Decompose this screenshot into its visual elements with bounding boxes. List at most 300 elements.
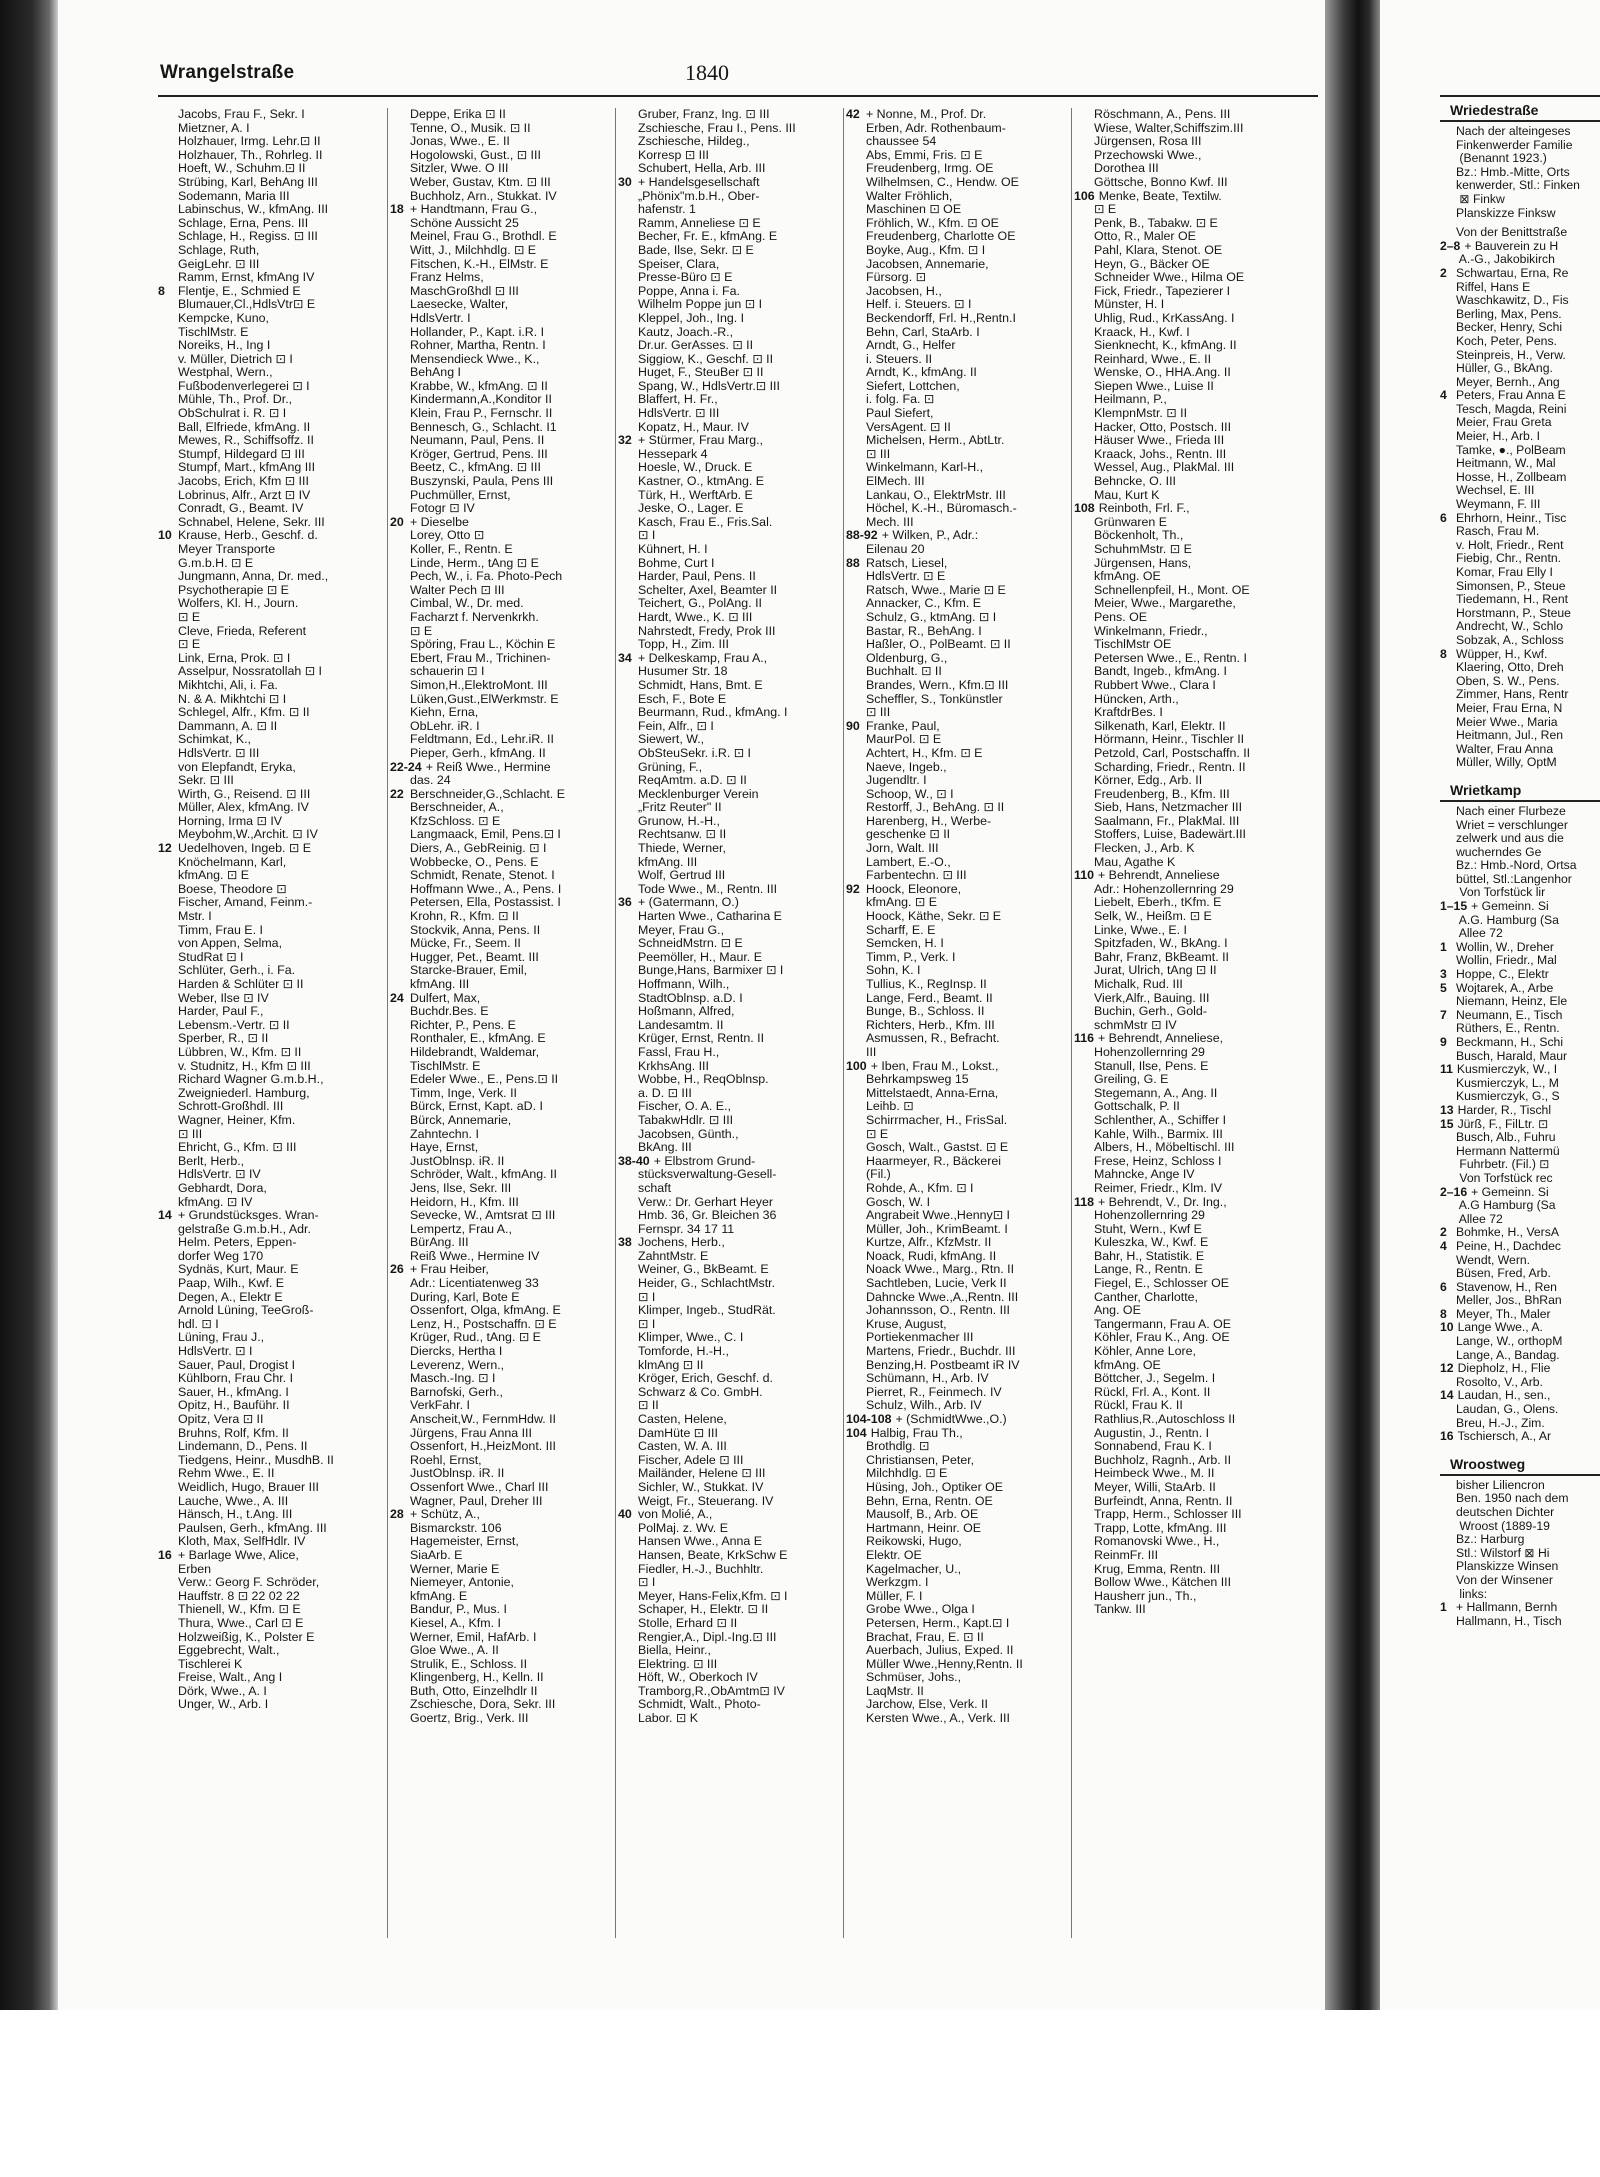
- directory-entry: [846, 1060, 1068, 1074]
- right-page-text: Hermann Nattermü: [1456, 1143, 1560, 1158]
- resident-entry: Schmidt, Hans, Bmt. E: [638, 678, 763, 692]
- resident-entry: + Behrendt, Anneliese,: [1098, 1032, 1224, 1046]
- house-number: [158, 149, 178, 163]
- right-page-line: [1380, 552, 1600, 566]
- directory-entry: [618, 339, 840, 353]
- street-section-title: Wroostweg: [1450, 1455, 1526, 1472]
- house-number: [846, 638, 866, 652]
- directory-columns: [158, 108, 1318, 2003]
- resident-entry: Schulz, G., ktmAng. ⊡ I: [866, 610, 997, 624]
- directory-entry: [846, 1141, 1068, 1155]
- house-number: [1074, 380, 1094, 394]
- house-number: [1074, 1128, 1094, 1142]
- house-number: [158, 625, 178, 639]
- house-number: [846, 1263, 866, 1277]
- resident-entry: Rohde, A., Kfm. ⊡ I: [866, 1181, 974, 1195]
- directory-entry: [158, 964, 380, 978]
- house-number: [390, 258, 410, 272]
- directory-entry: [158, 896, 380, 910]
- right-page-line: [1380, 444, 1600, 458]
- directory-entry: [1074, 1128, 1296, 1142]
- directory-entry: [846, 1073, 1068, 1087]
- house-number: [158, 1522, 178, 1536]
- resident-entry: Siepen Wwe., Luise II: [1094, 379, 1214, 393]
- directory-entry: [390, 135, 612, 149]
- resident-entry: Gloe Wwe., A. II: [410, 1644, 499, 1658]
- resident-entry: Dörk, Wwe., A. I: [178, 1684, 267, 1698]
- right-page-text: zelwerk und aus die: [1456, 831, 1564, 846]
- house-number: [158, 1495, 178, 1509]
- resident-entry: ⊡ III: [866, 706, 891, 720]
- house-number: [390, 529, 410, 543]
- directory-entry: [390, 1128, 612, 1142]
- house-number: [158, 407, 178, 421]
- house-number: [618, 1454, 638, 1468]
- house-number: [158, 638, 178, 652]
- house-number: [618, 312, 638, 326]
- directory-entry: [846, 937, 1068, 951]
- right-page-text: Nach einer Flurbeze: [1456, 803, 1566, 818]
- house-number: [390, 353, 410, 367]
- house-number: 100: [846, 1058, 867, 1073]
- resident-entry: Kiehn, Erna,: [410, 706, 479, 720]
- directory-entry: [618, 842, 840, 856]
- resident-entry: Tischlerei K: [178, 1657, 243, 1671]
- resident-entry: kfmAng. III: [638, 855, 698, 869]
- resident-entry: Göttsche, Bonno Kwf. III: [1094, 175, 1228, 189]
- right-page-line: [1380, 349, 1600, 363]
- house-number: [618, 733, 638, 747]
- house-number: [618, 815, 638, 829]
- directory-entry: [158, 1060, 380, 1074]
- resident-entry: + (SchmidtWwe.,O.): [895, 1413, 1007, 1426]
- right-page-text: Lange, W., orthopM: [1456, 1334, 1563, 1349]
- directory-entry: [1074, 733, 1296, 747]
- house-number: [1074, 1168, 1094, 1182]
- resident-entry: Wolf, Gertrud III: [638, 869, 726, 883]
- house-number: [846, 665, 866, 679]
- directory-entry: [846, 176, 1068, 190]
- directory-entry: [846, 339, 1068, 353]
- house-number: [390, 611, 410, 625]
- house-number: [618, 149, 638, 163]
- house-number: [158, 1223, 178, 1237]
- resident-entry: + Grundstücksges. Wran-: [178, 1209, 319, 1223]
- house-number: [390, 1046, 410, 1060]
- house-number: [618, 502, 638, 516]
- house-number: [846, 543, 866, 557]
- house-number: [158, 1413, 178, 1427]
- resident-entry: Stoffers, Luise, Badewärt.III: [1094, 828, 1246, 842]
- house-number: [1074, 149, 1094, 163]
- house-number: [158, 978, 178, 992]
- directory-entry: [1074, 1508, 1296, 1522]
- resident-entry: Neumann, Paul, Pens. II: [410, 434, 545, 448]
- directory-entry: [1074, 720, 1296, 734]
- right-page-text: Meier Wwe., Maria: [1456, 714, 1558, 729]
- directory-entry: [846, 570, 1068, 584]
- house-number: [846, 353, 866, 367]
- house-number: [618, 1060, 638, 1074]
- house-number: 42: [846, 108, 860, 121]
- resident-entry: Zweigniederl. Hamburg,: [178, 1086, 310, 1100]
- right-page-text: Stavenow, H., Ren: [1456, 1279, 1557, 1294]
- house-number: [846, 951, 866, 965]
- resident-entry: Jarchow, Else, Verk. II: [866, 1698, 988, 1712]
- resident-entry: Meyer Transporte: [178, 543, 276, 556]
- resident-entry: Sieb, Hans, Netzmacher III: [1094, 801, 1243, 815]
- resident-entry: Elektring. ⊡ III: [638, 1657, 718, 1671]
- house-number: 18: [390, 202, 404, 217]
- directory-entry: [390, 176, 612, 190]
- house-number: [1074, 1413, 1094, 1427]
- directory-entry: [618, 1236, 840, 1250]
- directory-entry: [158, 720, 380, 734]
- house-number: [846, 815, 866, 829]
- resident-entry: das. 24: [410, 774, 451, 788]
- right-page-text: Lange Wwe., A.: [1457, 1320, 1543, 1335]
- directory-entry: [846, 217, 1068, 231]
- street-section-title: Wriedestraße: [1450, 102, 1539, 118]
- house-number: [390, 883, 410, 897]
- resident-entry: Reinboth, Frl. F.,: [1098, 502, 1190, 516]
- directory-entry: [158, 1005, 380, 1019]
- house-number: [158, 1399, 178, 1413]
- resident-entry: Krüger, Ernst, Rentn. II: [638, 1032, 765, 1046]
- resident-entry: Sitzler, Wwe. O III: [410, 162, 509, 176]
- resident-entry: Schnabel, Helene, Sekr. III: [178, 515, 325, 529]
- resident-entry: Hollander, P., Kapt. i.R. I: [410, 325, 545, 339]
- house-number: [158, 1114, 178, 1128]
- directory-entry: [390, 516, 612, 530]
- resident-entry: Hansen, Beate, KrkSchw E: [638, 1548, 788, 1562]
- right-page-line: [1380, 1417, 1600, 1431]
- house-number: [390, 1603, 410, 1617]
- resident-entry: ⊡ III: [866, 447, 891, 461]
- resident-entry: Lüken,Gust.,ElWerkmstr. E: [410, 692, 559, 706]
- right-page-line: [1380, 321, 1600, 335]
- directory-entry: [618, 1032, 840, 1046]
- resident-entry: Abs, Emmi, Fris. ⊡ E: [866, 148, 983, 162]
- resident-entry: Dulfert, Max,: [410, 991, 481, 1005]
- resident-entry: Grünwaren E: [1094, 515, 1168, 529]
- resident-entry: Conradt, G., Beamt. IV: [178, 502, 304, 516]
- directory-entry: [390, 353, 612, 367]
- right-page-text: Ben. 1950 nach dem: [1456, 1491, 1569, 1506]
- directory-entry: [1074, 964, 1296, 978]
- directory-entry: [618, 557, 840, 571]
- resident-entry: Oldenburg, G.,: [866, 651, 948, 665]
- resident-entry: Klimper, Wwe., C. I: [638, 1331, 744, 1345]
- resident-entry: Behn, Carl, StaArb. I: [866, 325, 980, 339]
- house-number: [158, 1617, 178, 1631]
- directory-entry: [1074, 1100, 1296, 1114]
- resident-entry: Semcken, H. I: [866, 937, 944, 951]
- directory-entry: [1074, 1087, 1296, 1101]
- directory-entry: [1074, 1291, 1296, 1305]
- directory-entry: [158, 910, 380, 924]
- directory-entry: [846, 1087, 1068, 1101]
- directory-entry: [1074, 883, 1296, 897]
- resident-entry: Trapp, Lotte, kfmAng. III: [1094, 1521, 1227, 1535]
- house-number: [390, 1712, 410, 1726]
- house-number: [846, 1658, 866, 1672]
- resident-entry: Hoesle, W., Druck. E: [638, 461, 753, 475]
- directory-entry: [158, 1563, 380, 1577]
- resident-entry: Hmb. 36, Gr. Bleichen 36: [638, 1209, 777, 1223]
- directory-entry: [158, 1658, 380, 1672]
- resident-entry: Weigt, Fr., Steuerang. IV: [638, 1494, 774, 1508]
- directory-entry: [846, 1563, 1068, 1577]
- directory-entry: [390, 801, 612, 815]
- resident-entry: LaqMstr. II: [866, 1684, 924, 1698]
- directory-entry: [158, 1359, 380, 1373]
- right-page-line: [1380, 702, 1600, 716]
- house-number: [1074, 1250, 1094, 1264]
- directory-entry: [846, 679, 1068, 693]
- directory-entry: [390, 298, 612, 312]
- directory-entry: [1074, 747, 1296, 761]
- resident-entry: ZahntMstr. E: [638, 1249, 709, 1263]
- resident-entry: KraftdrBes. I: [1094, 706, 1163, 720]
- right-page-text: wucherndes Ge: [1456, 844, 1542, 859]
- directory-entry: [158, 1549, 380, 1563]
- directory-entry: [618, 1223, 840, 1237]
- directory-entry: [390, 1236, 612, 1250]
- directory-entry: [1074, 1196, 1296, 1210]
- right-page-line: [1380, 240, 1600, 254]
- directory-entry: [618, 298, 840, 312]
- directory-entry: [846, 1277, 1068, 1291]
- house-number: [390, 1087, 410, 1101]
- right-page-text: + Hallmann, Bernh: [1456, 1600, 1558, 1615]
- house-number: [158, 1263, 178, 1277]
- resident-entry: Kopatz, H., Maur. IV: [638, 420, 749, 434]
- resident-entry: schauerin ⊡ I: [410, 665, 485, 679]
- house-number: 14: [158, 1208, 172, 1223]
- directory-entry: [618, 1263, 840, 1277]
- house-number: [158, 217, 178, 231]
- directory-entry: [158, 1617, 380, 1631]
- resident-entry: Fernspr. 34 17 11: [638, 1222, 735, 1236]
- right-page-line: [1380, 1199, 1600, 1213]
- directory-entry: [390, 543, 612, 557]
- house-number: [1074, 1345, 1094, 1359]
- resident-entry: Erben, Adr. Rothenbaum-: [866, 121, 1006, 135]
- resident-entry: Sodemann, Maria III: [178, 189, 290, 203]
- directory-entry: [390, 230, 612, 244]
- resident-entry: + Wilken, P., Adr.:: [881, 529, 979, 543]
- right-page-line: [1380, 995, 1600, 1009]
- house-number: [158, 1563, 178, 1577]
- directory-entry: [618, 1590, 840, 1604]
- resident-entry: Roehl, Ernst,: [410, 1453, 482, 1467]
- directory-entry: [846, 203, 1068, 217]
- right-page-line: [1380, 914, 1600, 928]
- directory-entry: [618, 285, 840, 299]
- directory-entry: [618, 924, 840, 938]
- right-page-text: büttel, Stl.:Langenhor: [1456, 871, 1572, 886]
- resident-entry: Mühle, Th., Prof. Dr.,: [178, 393, 293, 407]
- directory-entry: [618, 801, 840, 815]
- resident-entry: Silkenath, Karl, Elektr. II: [1094, 719, 1226, 733]
- resident-entry: Schlüter, Gerh., i. Fa.: [178, 964, 296, 978]
- house-number: [846, 203, 866, 217]
- resident-entry: Wirth, G., Reisend. ⊡ III: [178, 787, 311, 801]
- directory-entry: [1074, 339, 1296, 353]
- directory-entry: [846, 298, 1068, 312]
- house-number: [1074, 1087, 1094, 1101]
- directory-entry: [618, 176, 840, 190]
- resident-entry: Werner, Emil, HafArb. I: [410, 1630, 537, 1644]
- house-number: [1074, 1549, 1094, 1563]
- house-number: [846, 1508, 866, 1522]
- directory-entry: [390, 761, 612, 775]
- resident-entry: + Dieselbe: [410, 515, 469, 529]
- right-page-text: Kusmierczyk, G., S: [1456, 1089, 1560, 1104]
- resident-entry: Korresp ⊡ III: [638, 148, 709, 162]
- resident-entry: Böttcher, J., Segelm. I: [1094, 1372, 1216, 1386]
- directory-entry: [158, 1386, 380, 1400]
- house-number: [158, 896, 178, 910]
- directory-entry: [846, 1603, 1068, 1617]
- right-page-text: v. Holt, Friedr., Rent: [1456, 537, 1564, 552]
- house-number: [158, 1576, 178, 1590]
- directory-entry: [1074, 1399, 1296, 1413]
- directory-entry: [1074, 992, 1296, 1006]
- house-number: [390, 298, 410, 312]
- directory-entry: [158, 1427, 380, 1441]
- resident-entry: Mewes, R., Schiffsoffz. II: [178, 434, 314, 448]
- house-number: 104-108: [846, 1412, 892, 1426]
- house-number: [618, 1644, 638, 1658]
- directory-entry: [158, 1413, 380, 1427]
- house-number: [846, 1304, 866, 1318]
- resident-entry: Gosch, W. I: [866, 1195, 931, 1209]
- house-number: [1074, 1277, 1094, 1291]
- directory-entry: [618, 679, 840, 693]
- house-number: [618, 1223, 638, 1237]
- house-number: [846, 448, 866, 462]
- directory-entry: [1074, 1073, 1296, 1087]
- directory-entry: [1074, 230, 1296, 244]
- house-number: [618, 1440, 638, 1454]
- resident-entry: Schmidt, Renate, Stenot. I: [410, 869, 555, 883]
- house-number: [618, 557, 638, 571]
- right-page-text: Wroost (1889-19: [1456, 1518, 1550, 1533]
- directory-entry: [846, 1263, 1068, 1277]
- resident-entry: Krabbe, W., kfmAng. ⊡ II: [410, 379, 548, 393]
- directory-entry: [1074, 1046, 1296, 1060]
- resident-entry: Schöne Aussicht 25: [410, 216, 519, 230]
- directory-entry: [846, 992, 1068, 1006]
- house-number: 2: [1440, 1225, 1447, 1240]
- resident-entry: Sevecke, W., Amtsrat ⊡ III: [410, 1209, 556, 1223]
- resident-entry: Wolfers, Kl. H., Journ.: [178, 597, 299, 611]
- right-page-line: [1380, 1430, 1600, 1444]
- directory-entry: [1074, 1209, 1296, 1223]
- directory-entry: [158, 1019, 380, 1033]
- house-number: [1074, 625, 1094, 639]
- resident-entry: Fick, Friedr., Tapezierer I: [1094, 284, 1231, 298]
- house-number: [618, 693, 638, 707]
- directory-entry: [158, 1508, 380, 1522]
- directory-entry: [158, 407, 380, 421]
- directory-entry: [618, 516, 840, 530]
- resident-entry: Huget, F., SteuBer ⊡ II: [638, 366, 764, 380]
- resident-entry: Bandt, Ingeb., kfmAng. I: [1094, 665, 1227, 679]
- directory-entry: [618, 1141, 840, 1155]
- resident-entry: Winkelmann, Friedr.,: [1094, 624, 1208, 638]
- resident-entry: Spöring, Frau L., Köchin E: [410, 638, 556, 652]
- resident-entry: Reikowski, Hugo,: [866, 1535, 962, 1549]
- resident-entry: Petersen Wwe., E., Rentn. I: [1094, 651, 1247, 665]
- house-number: [1074, 529, 1094, 543]
- right-page-line: [1380, 968, 1600, 982]
- directory-entry: [618, 856, 840, 870]
- house-number: [158, 1467, 178, 1481]
- house-number: 8: [1440, 1306, 1447, 1321]
- directory-entry: [618, 896, 840, 910]
- house-number: [846, 652, 866, 666]
- resident-entry: Spang, W., HdlsVertr.⊡ III: [638, 379, 780, 393]
- resident-entry: Labinschus, W., kfmAng. III: [178, 203, 329, 217]
- house-number: [390, 1658, 410, 1672]
- directory-entry: [1074, 665, 1296, 679]
- house-number: 26: [390, 1262, 404, 1277]
- resident-entry: Freudenberg, Irmg. OE: [866, 162, 994, 176]
- house-number: [1074, 516, 1094, 530]
- resident-entry: Fassl, Frau H.,: [638, 1045, 720, 1059]
- resident-entry: Lorey, Otto ⊡: [410, 529, 485, 543]
- resident-entry: Rohner, Martha, Rentn. I: [410, 339, 546, 353]
- right-page-text: Wechsel, E. III: [1456, 483, 1535, 498]
- resident-entry: SchuhmMstr. ⊡ E: [1094, 543, 1192, 556]
- directory-entry: [1074, 203, 1296, 217]
- house-number: [846, 312, 866, 326]
- resident-entry: HdlsVertr. I: [410, 311, 471, 325]
- directory-entry: [1074, 1168, 1296, 1182]
- house-number: [846, 1100, 866, 1114]
- directory-entry: [846, 1454, 1068, 1468]
- directory-entry: [158, 788, 380, 802]
- resident-entry: Lebensm.-Vertr. ⊡ II: [178, 1018, 290, 1032]
- resident-entry: Barnofski, Gerh.,: [410, 1385, 503, 1399]
- house-number: [390, 665, 410, 679]
- resident-entry: Albers, H., Möbeltischl. III: [1094, 1141, 1235, 1155]
- right-page-line: [1380, 226, 1600, 240]
- resident-entry: Lobrinus, Alfr., Arzt ⊡ IV: [178, 488, 311, 502]
- directory-entry: [1074, 597, 1296, 611]
- directory-entry: [390, 1046, 612, 1060]
- resident-entry: Freudenberg, Charlotte OE: [866, 230, 1016, 244]
- house-number: [390, 638, 410, 652]
- directory-entry: [158, 801, 380, 815]
- house-number: [158, 774, 178, 788]
- house-number: [846, 1019, 866, 1033]
- right-page-line: [1380, 1492, 1600, 1506]
- resident-entry: Müller, F. I: [866, 1589, 923, 1603]
- house-number: [390, 1440, 410, 1454]
- right-page-line: [1380, 539, 1600, 553]
- directory-entry: [158, 1291, 380, 1305]
- house-number: [158, 1481, 178, 1495]
- directory-entry: [1074, 135, 1296, 149]
- right-page-line: [1380, 1601, 1600, 1615]
- house-number: [390, 285, 410, 299]
- resident-entry: Müller, Alex, kfmAng. IV: [178, 801, 309, 815]
- resident-entry: Behrkampsweg 15: [866, 1073, 969, 1087]
